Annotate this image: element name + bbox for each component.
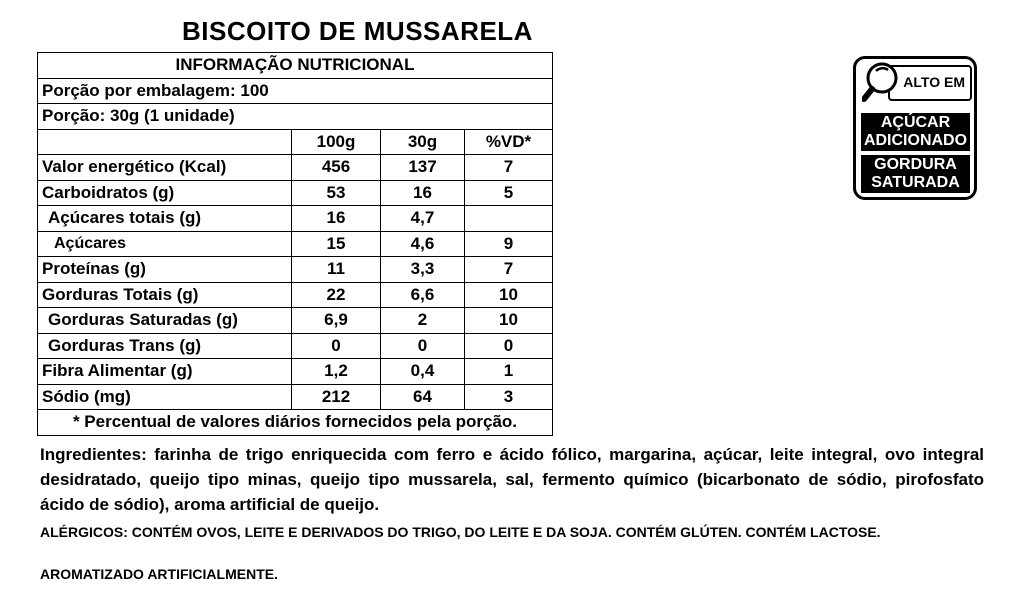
row-label: Açúcares totais (g) — [38, 206, 292, 232]
cell-100g: 16 — [292, 206, 381, 232]
cell-100g: 22 — [292, 282, 381, 308]
table-header-row — [38, 53, 553, 79]
column-header: %VD* — [465, 129, 553, 155]
table-row — [38, 384, 553, 410]
cell-30g: 16 — [381, 180, 465, 206]
table-row — [38, 231, 553, 257]
column-header: 30g — [381, 129, 465, 155]
cell-vd: 10 — [465, 282, 553, 308]
cell-30g: 137 — [381, 155, 465, 181]
cell-vd: 3 — [465, 384, 553, 410]
cell-vd: 10 — [465, 308, 553, 334]
table-row — [38, 282, 553, 308]
column-header-row — [38, 129, 553, 155]
ingredients-text: Ingredientes: farinha de trigo enriquecida com ferro e ácido fólico, margarina, açúcar, leite integral, ovo integral desidratado, queijo tipo minas, queijo tipo mussarela, sal, fermento químico (bicarbonato de sódio, pirofosfato ácido de sódio), aroma artificial de queijo. — [40, 445, 984, 514]
cell-30g: 0 — [381, 333, 465, 359]
cell-100g: 6,9 — [292, 308, 381, 334]
table-row — [38, 257, 553, 283]
cell-vd: 5 — [465, 180, 553, 206]
table-row — [38, 206, 553, 232]
table-heading: INFORMAÇÃO NUTRICIONAL — [38, 53, 553, 79]
seal-item-line: AÇÚCAR — [880, 114, 951, 131]
table-row — [38, 180, 553, 206]
seal-item-line: GORDURA — [874, 156, 957, 173]
row-label: Proteínas (g) — [38, 257, 292, 283]
cell-100g: 212 — [292, 384, 381, 410]
seal-saturated-fat — [861, 155, 970, 193]
cell-30g: 4,6 — [381, 231, 465, 257]
cell-30g: 0,4 — [381, 359, 465, 385]
cell-vd: 7 — [465, 257, 553, 283]
nutrition-table — [37, 52, 553, 436]
row-label: Gorduras Saturadas (g) — [38, 308, 292, 334]
empty-header-cell — [38, 129, 292, 155]
table-row — [38, 333, 553, 359]
cell-30g: 3,3 — [381, 257, 465, 283]
seal-item-line: SATURADA — [871, 174, 960, 191]
servings-per-package: Porção por embalagem: 100 — [38, 78, 553, 104]
cell-vd: 1 — [465, 359, 553, 385]
cell-vd — [465, 206, 553, 232]
table-row — [38, 308, 553, 334]
cell-100g: 456 — [292, 155, 381, 181]
footnote-row — [38, 410, 553, 436]
cell-vd: 7 — [465, 155, 553, 181]
allergens-text: ALÉRGICOS: CONTÉM OVOS, LEITE E DERIVADOS DO TRIGO, DO LEITE E DA SOJA. CONTÉM GLÚTEN. CONTÉM LACTOSE. — [40, 524, 881, 540]
row-label: Fibra Alimentar (g) — [38, 359, 292, 385]
cell-100g: 11 — [292, 257, 381, 283]
aroma-text: AROMATIZADO ARTIFICIALMENTE. — [40, 566, 278, 582]
table-footnote: * Percentual de valores diários fornecidos pela porção. — [38, 410, 553, 436]
row-label: Sódio (mg) — [38, 384, 292, 410]
cell-100g: 0 — [292, 333, 381, 359]
product-title: BISCOITO DE MUSSARELA — [182, 16, 533, 46]
table-row — [38, 359, 553, 385]
serving-size: Porção: 30g (1 unidade) — [38, 104, 553, 130]
cell-30g: 64 — [381, 384, 465, 410]
row-label: Açúcares — [38, 231, 292, 257]
table-row — [38, 155, 553, 181]
column-header: 100g — [292, 129, 381, 155]
cell-vd: 0 — [465, 333, 553, 359]
cell-30g: 6,6 — [381, 282, 465, 308]
serving-size-row — [38, 104, 553, 130]
row-label: Carboidratos (g) — [38, 180, 292, 206]
servings-row — [38, 78, 553, 104]
cell-vd: 9 — [465, 231, 553, 257]
cell-30g: 2 — [381, 308, 465, 334]
cell-100g: 15 — [292, 231, 381, 257]
seal-header: ALTO EM — [888, 65, 972, 101]
cell-100g: 1,2 — [292, 359, 381, 385]
seal-item-line: ADICIONADO — [863, 132, 968, 149]
cell-100g: 53 — [292, 180, 381, 206]
seal-added-sugar — [861, 113, 970, 151]
warning-seal — [853, 56, 977, 200]
row-label: Valor energético (Kcal) — [38, 155, 292, 181]
magnifier-icon — [862, 61, 918, 107]
cell-30g: 4,7 — [381, 206, 465, 232]
row-label: Gorduras Trans (g) — [38, 333, 292, 359]
row-label: Gorduras Totais (g) — [38, 282, 292, 308]
